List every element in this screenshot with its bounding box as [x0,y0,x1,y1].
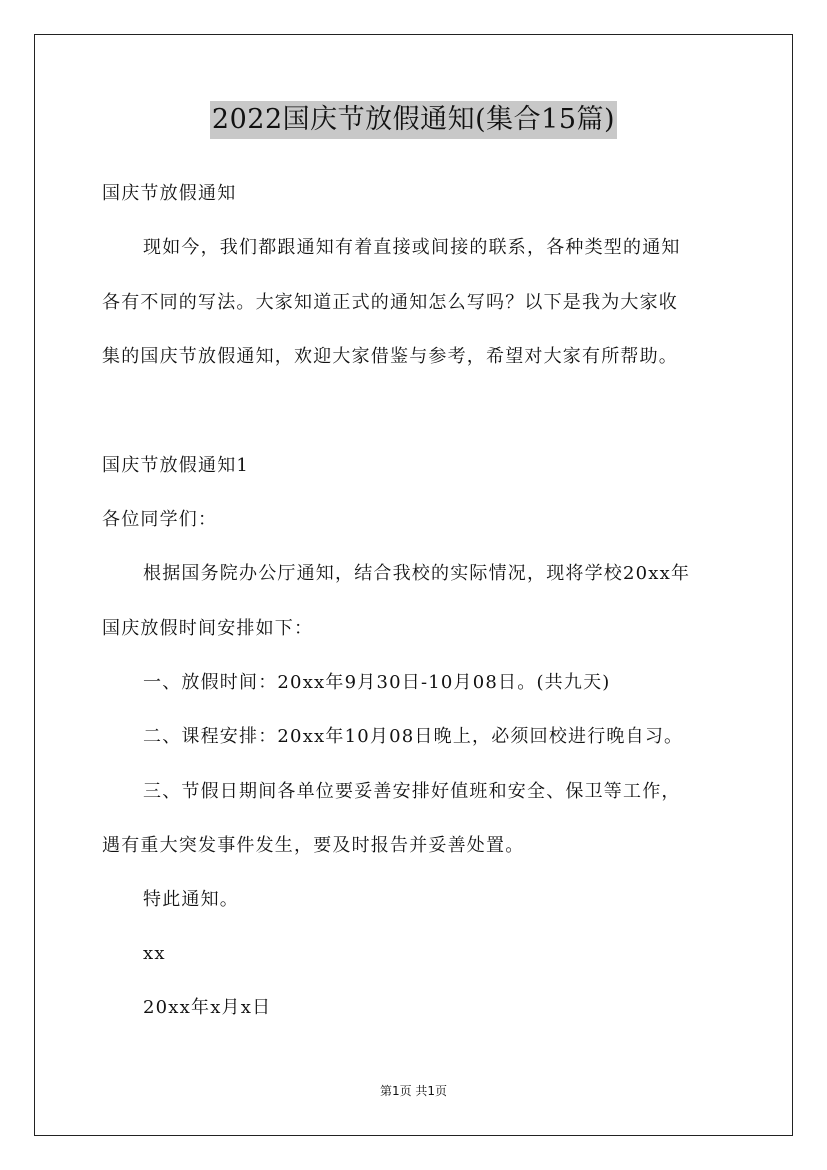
page-footer: 第1页 共1页 [379,1084,448,1098]
salutation: 各位同学们： [102,509,218,530]
document-title: 2022国庆节放假通知(集合15篇) [210,101,617,139]
intro-line-2: 各有不同的写法。大家知道正式的通知怎么写吗？以下是我为大家收 [102,292,678,313]
closing-line: 特此通知。 [143,889,239,910]
body-line-2: 国庆放假时间安排如下： [102,618,314,639]
signature: xx [143,943,166,964]
date-line: 20xx年x月x日 [143,997,272,1018]
title-container [0,101,827,139]
intro-line-1: 现如今，我们都跟通知有着直接或间接的联系，各种类型的通知 [143,237,681,258]
subtitle: 国庆节放假通知 [102,183,237,204]
section-heading: 国庆节放假通知1 [102,455,250,476]
body-line-4: 二、课程安排：20xx年10月08日晚上，必须回校进行晚自习。 [143,726,684,747]
body-line-3: 一、放假时间：20xx年9月30日-10月08日。(共九天) [143,672,611,693]
body-line-6: 遇有重大突发事件发生，要及时报告并妥善处置。 [102,835,525,856]
body-line-1: 根据国务院办公厅通知，结合我校的实际情况，现将学校20xx年 [143,563,691,584]
body-line-5: 三、节假日期间各单位要妥善安排好值班和安全、保卫等工作， [143,781,681,802]
intro-line-3: 集的国庆节放假通知，欢迎大家借鉴与参考，希望对大家有所帮助。 [102,346,678,367]
